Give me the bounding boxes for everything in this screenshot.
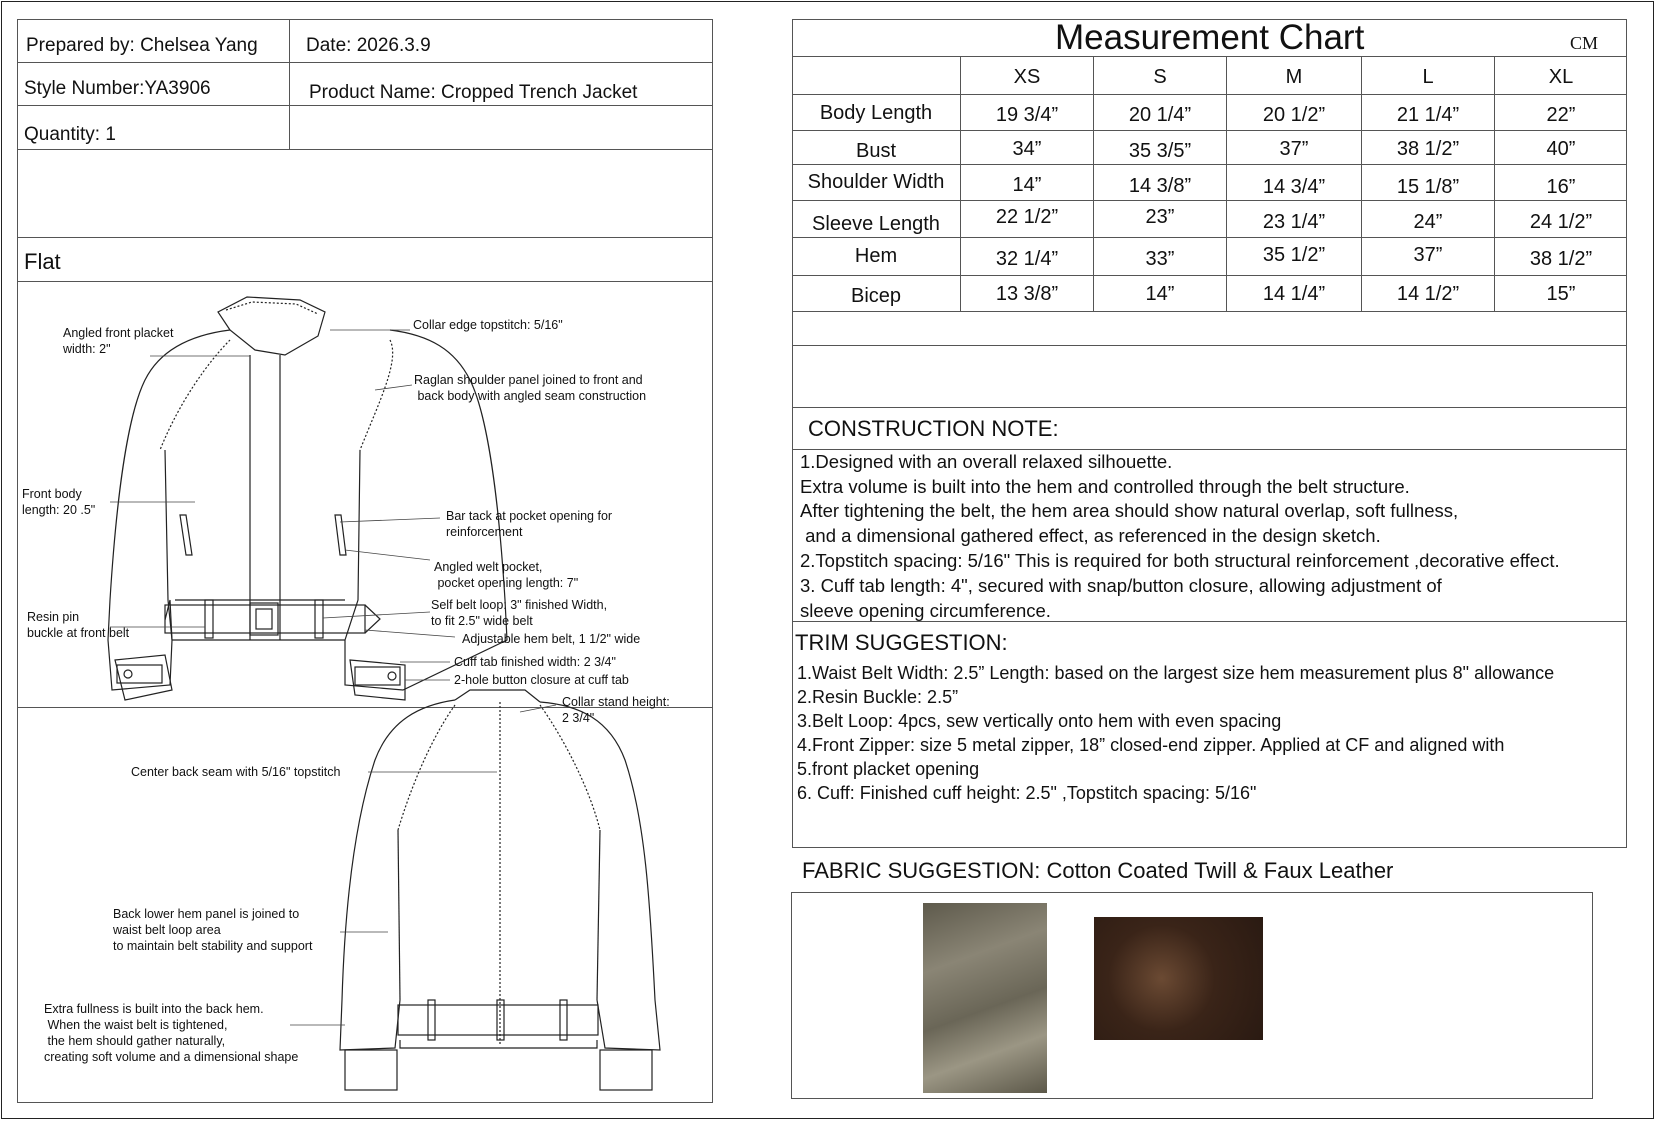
cell: 15 1/8” [1396,176,1460,198]
flat-sketch [0,0,720,1100]
cell: 40” [1546,138,1576,160]
unit-label: CM [1570,33,1599,53]
construction-line: 3. Cuff tab length: 4", secured with snap/button closure, allowing adjustment of [800,575,1442,596]
size-s: S [1153,66,1167,88]
annotation-center-back: Center back seam with 5/16" topstitch [131,765,341,779]
style-number: Style Number:YA3906 [24,78,211,99]
construction-line: and a dimensional gathered effect, as referenced in the design sketch. [800,525,1381,546]
cell: 19 3/4” [995,104,1059,126]
chart-title: Measurement Chart [1055,18,1365,57]
cell: 14” [1145,283,1175,305]
trim-title: TRIM SUGGESTION: [795,630,1008,655]
row-label: Bicep [850,285,902,307]
product-name: Product Name: Cropped Trench Jacket [309,82,638,103]
cell: 22” [1546,104,1576,126]
cell: 20 1/4” [1128,104,1192,126]
trim-line: 1.Waist Belt Width: 2.5” Length: based on the largest size hem measurement plus 8" allowance [797,663,1555,683]
construction-line: Extra volume is built into the hem and controlled through the belt structure. [800,476,1410,497]
annotation-back-fullness: Extra fullness is built into the back hem. When the waist belt is tightened, the hem should gather naturally, creating soft volume and a dimensional shape [44,1002,299,1064]
size-m: M [1285,66,1303,88]
cell: 32 1/4” [995,248,1059,270]
construction-title: CONSTRUCTION NOTE: [808,416,1059,441]
cell: 20 1/2” [1262,104,1326,126]
quantity: Quantity: 1 [24,124,116,145]
cell: 14” [1012,174,1042,196]
row-label: Hem [854,245,898,267]
flat-title: Flat [24,249,61,274]
cell: 35 3/5” [1128,140,1192,162]
size-xs: XS [1013,66,1041,88]
cell: 15” [1546,283,1576,305]
construction-line: 2.Topstitch spacing: 5/16" This is required for both structural reinforcement ,decorative effect. [800,550,1560,571]
annotation-collar-topstitch: Collar edge topstitch: 5/16" [413,318,563,332]
annotation-cuff-tab: Cuff tab finished width: 2 3/4" [454,655,616,669]
cell: 16” [1546,176,1576,198]
trim-line: 4.Front Zipper: size 5 metal zipper, 18” closed-end zipper. Applied at CF and aligned with [797,735,1505,755]
fabric-title: FABRIC SUGGESTION: Cotton Coated Twill & Faux Leather [802,858,1394,883]
annotation-collar-stand: Collar stand height: 2 3/4" [562,695,670,725]
annotation-welt-pocket: Angled welt pocket, pocket opening length: 7" [434,560,579,590]
cell: 14 3/4” [1262,176,1326,198]
annotation-body-length: Front body length: 20 .5" [22,487,96,517]
annotation-bar-tack: Bar tack at pocket opening for reinforcement [446,509,613,539]
cell: 24” [1413,211,1443,233]
fabric-swatch-faux-leather [1094,917,1263,1040]
size-l: L [1422,66,1434,88]
annotation-cuff-button: 2-hole button closure at cuff tab [454,673,629,687]
back-jacket [340,690,660,1090]
cell: 24 1/2” [1529,211,1593,233]
row-label: Shoulder Width [807,171,945,193]
cell: 14 3/8” [1128,175,1192,197]
annotation-hem-belt: Adjustable hem belt, 1 1/2" wide [462,632,641,646]
cell: 21 1/4” [1396,104,1460,126]
cell: 37” [1279,138,1309,160]
cell: 35 1/2” [1262,244,1326,266]
cell: 38 1/2” [1529,248,1593,270]
cell: 14 1/4” [1262,283,1326,305]
cell: 23 1/4” [1262,211,1326,233]
trim-line: 3.Belt Loop: 4pcs, sew vertically onto hem with even spacing [797,711,1282,731]
cell: 14 1/2” [1396,283,1460,305]
construction-line: sleeve opening circumference. [800,600,1051,621]
cell: 37” [1413,244,1443,266]
row-label: Body Length [819,102,933,124]
construction-line: After tightening the belt, the hem area should show natural overlap, soft fullness, [800,500,1459,521]
trim-line: 2.Resin Buckle: 2.5” [797,687,959,707]
construction-line: 1.Designed with an overall relaxed silhouette. [800,451,1173,472]
row-label: Bust [855,140,897,162]
cell: 33” [1145,248,1175,270]
annotation-buckle: Resin pin buckle at front belt [27,610,130,640]
prepared-by: Prepared by: Chelsea Yang [26,35,258,56]
annotation-back-hem-panel: Back lower hem panel is joined to waist belt loop area to maintain belt stability and support [113,907,313,953]
front-jacket [108,297,507,700]
trim-line: 5.front placket opening [797,759,980,779]
cell: 13 3/8” [995,283,1059,305]
trim-line: 6. Cuff: Finished cuff height: 2.5" ,Topstitch spacing: 5/16" [797,783,1257,803]
fabric-swatch-twill [923,903,1047,1093]
annotation-placket: Angled front placket width: 2" [63,326,174,356]
cell: 22 1/2” [995,206,1059,228]
cell: 23” [1145,206,1175,228]
cell: 38 1/2” [1396,138,1460,160]
annotation-raglan: Raglan shoulder panel joined to front and back body with angled seam construction [414,373,647,403]
annotation-belt-loop: Self belt loop: 3" finished Width, to fit 2.5" wide belt [431,598,608,628]
date: Date: 2026.3.9 [306,35,431,56]
row-label: Sleeve Length [812,213,940,235]
size-xl: XL [1548,66,1574,88]
cell: 34” [1012,138,1042,160]
